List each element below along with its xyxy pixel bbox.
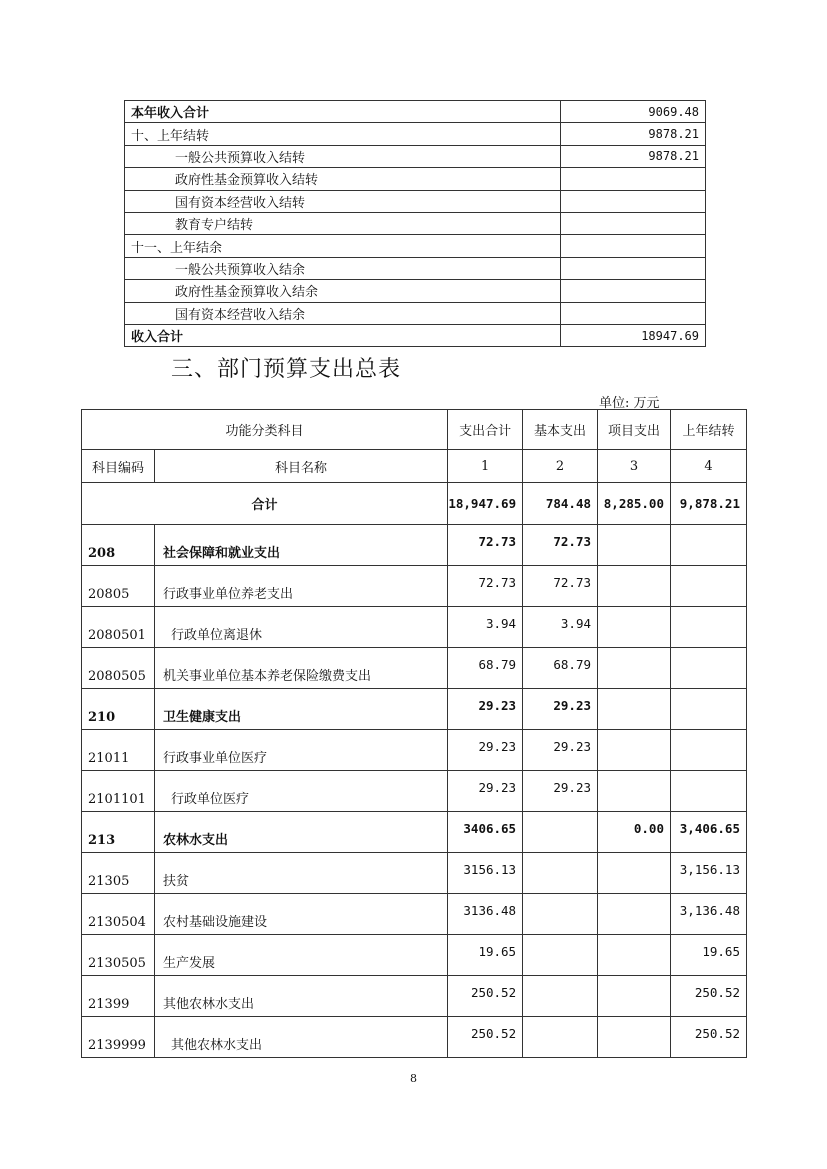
income-row-label: 一般公共预算收入结余 — [125, 257, 561, 279]
expense-row-carryover: 3,136.48 — [670, 894, 746, 935]
expense-row-code: 210 — [82, 689, 155, 730]
income-row-label: 收入合计 — [125, 324, 561, 346]
income-row — [125, 324, 706, 346]
total-project: 8,285.00 — [598, 483, 671, 525]
expense-row-code: 20805 — [82, 566, 155, 607]
income-row — [125, 235, 706, 257]
income-row-value: 9878.21 — [561, 123, 706, 145]
income-row-value — [561, 212, 706, 234]
expense-row-code: 2130504 — [82, 894, 155, 935]
income-row-label: 国有资本经营收入结余 — [125, 302, 561, 324]
expense-row-total: 72.73 — [448, 566, 523, 607]
header-col-4: 4 — [670, 450, 746, 483]
expense-row-project — [598, 730, 671, 771]
expense-row-total: 3156.13 — [448, 853, 523, 894]
income-row-value — [561, 235, 706, 257]
header-total: 支出合计 — [448, 410, 523, 450]
expense-row-carryover — [670, 607, 746, 648]
expense-row-total: 68.79 — [448, 648, 523, 689]
header-basic: 基本支出 — [523, 410, 598, 450]
expense-row — [82, 771, 747, 812]
income-row — [125, 123, 706, 145]
expense-row-code: 21305 — [82, 853, 155, 894]
income-row-value: 9069.48 — [561, 101, 706, 123]
expense-row — [82, 525, 747, 566]
income-row — [125, 280, 706, 302]
expense-row — [82, 730, 747, 771]
expense-row — [82, 607, 747, 648]
total-label: 合计 — [82, 483, 448, 525]
expense-row — [82, 689, 747, 730]
expense-row-project — [598, 1017, 671, 1058]
income-row — [125, 190, 706, 212]
expense-row-code: 21011 — [82, 730, 155, 771]
expense-row-name: 行政单位离退休 — [154, 607, 447, 648]
total-total: 18,947.69 — [448, 483, 523, 525]
expense-row-total: 29.23 — [448, 730, 523, 771]
income-row-label: 十、上年结转 — [125, 123, 561, 145]
expense-row-basic: 72.73 — [523, 525, 598, 566]
income-row-label: 一般公共预算收入结转 — [125, 145, 561, 167]
expense-row-name: 扶贫 — [154, 853, 447, 894]
header-name: 科目名称 — [154, 450, 447, 483]
expense-row-carryover: 19.65 — [670, 935, 746, 976]
expense-row-carryover — [670, 730, 746, 771]
expense-row-name: 行政单位医疗 — [154, 771, 447, 812]
income-row-value — [561, 302, 706, 324]
expense-row-basic — [523, 1017, 598, 1058]
income-row — [125, 302, 706, 324]
expense-row-code: 2139999 — [82, 1017, 155, 1058]
expense-row-name: 其他农林水支出 — [154, 976, 447, 1017]
header-col-2: 2 — [523, 450, 598, 483]
total-carryover: 9,878.21 — [670, 483, 746, 525]
expense-row-total: 3406.65 — [448, 812, 523, 853]
income-row-label: 本年收入合计 — [125, 101, 561, 123]
expense-row — [82, 935, 747, 976]
expense-row-name: 农林水支出 — [154, 812, 447, 853]
expense-row-name: 卫生健康支出 — [154, 689, 447, 730]
income-row — [125, 168, 706, 190]
expense-row-project — [598, 566, 671, 607]
expense-row-total: 29.23 — [448, 771, 523, 812]
expense-row-basic: 3.94 — [523, 607, 598, 648]
expense-row-code: 2130505 — [82, 935, 155, 976]
header-row-2 — [82, 450, 747, 483]
expense-row-basic: 29.23 — [523, 689, 598, 730]
income-row-value — [561, 280, 706, 302]
expense-row-carryover: 250.52 — [670, 976, 746, 1017]
income-row — [125, 212, 706, 234]
expense-row-total: 19.65 — [448, 935, 523, 976]
expense-row-project — [598, 894, 671, 935]
header-col-3: 3 — [598, 450, 671, 483]
expense-row-project — [598, 935, 671, 976]
income-row — [125, 257, 706, 279]
income-row-value: 9878.21 — [561, 145, 706, 167]
expense-row-basic: 68.79 — [523, 648, 598, 689]
income-row-label: 国有资本经营收入结转 — [125, 190, 561, 212]
expense-row-carryover: 250.52 — [670, 1017, 746, 1058]
expense-row-basic — [523, 976, 598, 1017]
expense-row — [82, 812, 747, 853]
expense-row-carryover — [670, 648, 746, 689]
expense-row-project — [598, 976, 671, 1017]
total-basic: 784.48 — [523, 483, 598, 525]
income-summary-table — [124, 100, 706, 347]
expense-row-project — [598, 525, 671, 566]
expense-row — [82, 1017, 747, 1058]
expense-row — [82, 648, 747, 689]
income-row-value — [561, 257, 706, 279]
expense-row-carryover — [670, 689, 746, 730]
total-row — [82, 483, 747, 525]
expense-row-name: 其他农林水支出 — [154, 1017, 447, 1058]
expense-row-name: 生产发展 — [154, 935, 447, 976]
section-title: 三、部门预算支出总表 — [171, 357, 402, 382]
page-number: 8 — [410, 1072, 417, 1085]
expense-row-carryover — [670, 566, 746, 607]
unit-label: 单位: 万元 — [599, 396, 660, 411]
income-row-label: 教育专户结转 — [125, 212, 561, 234]
expense-row-total: 29.23 — [448, 689, 523, 730]
expense-summary-table — [81, 409, 747, 1058]
expense-row-basic: 72.73 — [523, 566, 598, 607]
expense-row-basic — [523, 935, 598, 976]
income-row — [125, 101, 706, 123]
expense-row — [82, 566, 747, 607]
header-col-1: 1 — [448, 450, 523, 483]
expense-row-total: 3136.48 — [448, 894, 523, 935]
header-carryover: 上年结转 — [670, 410, 746, 450]
expense-row-carryover — [670, 771, 746, 812]
expense-row-name: 社会保障和就业支出 — [154, 525, 447, 566]
expense-row-project — [598, 771, 671, 812]
expense-row-basic — [523, 812, 598, 853]
expense-row-name: 机关事业单位基本养老保险缴费支出 — [154, 648, 447, 689]
expense-row-project — [598, 607, 671, 648]
expense-row-total: 3.94 — [448, 607, 523, 648]
expense-row-carryover: 3,406.65 — [670, 812, 746, 853]
income-row-label: 政府性基金预算收入结余 — [125, 280, 561, 302]
income-row-value — [561, 168, 706, 190]
expense-row-total: 72.73 — [448, 525, 523, 566]
expense-row-code: 2080501 — [82, 607, 155, 648]
income-row-label: 十一、上年结余 — [125, 235, 561, 257]
expense-row-code: 208 — [82, 525, 155, 566]
expense-row-basic: 29.23 — [523, 771, 598, 812]
income-row-label: 政府性基金预算收入结转 — [125, 168, 561, 190]
expense-row — [82, 894, 747, 935]
header-category: 功能分类科目 — [82, 410, 448, 450]
expense-row-project — [598, 648, 671, 689]
income-row — [125, 145, 706, 167]
expense-row-code: 2080505 — [82, 648, 155, 689]
header-code: 科目编码 — [82, 450, 155, 483]
income-row-value — [561, 190, 706, 212]
expense-row-name: 农村基础设施建设 — [154, 894, 447, 935]
expense-row-code: 213 — [82, 812, 155, 853]
expense-row — [82, 976, 747, 1017]
expense-row-name: 行政事业单位医疗 — [154, 730, 447, 771]
header-project: 项目支出 — [598, 410, 671, 450]
expense-row-carryover — [670, 525, 746, 566]
expense-row-code: 21399 — [82, 976, 155, 1017]
expense-row-code: 2101101 — [82, 771, 155, 812]
expense-row-basic: 29.23 — [523, 730, 598, 771]
expense-row — [82, 853, 747, 894]
expense-row-basic — [523, 853, 598, 894]
expense-row-basic — [523, 894, 598, 935]
expense-row-project — [598, 689, 671, 730]
expense-row-carryover: 3,156.13 — [670, 853, 746, 894]
income-row-value: 18947.69 — [561, 324, 706, 346]
expense-row-total: 250.52 — [448, 1017, 523, 1058]
expense-row-name: 行政事业单位养老支出 — [154, 566, 447, 607]
expense-row-project — [598, 853, 671, 894]
expense-row-project: 0.00 — [598, 812, 671, 853]
header-row-1 — [82, 410, 747, 450]
expense-row-total: 250.52 — [448, 976, 523, 1017]
